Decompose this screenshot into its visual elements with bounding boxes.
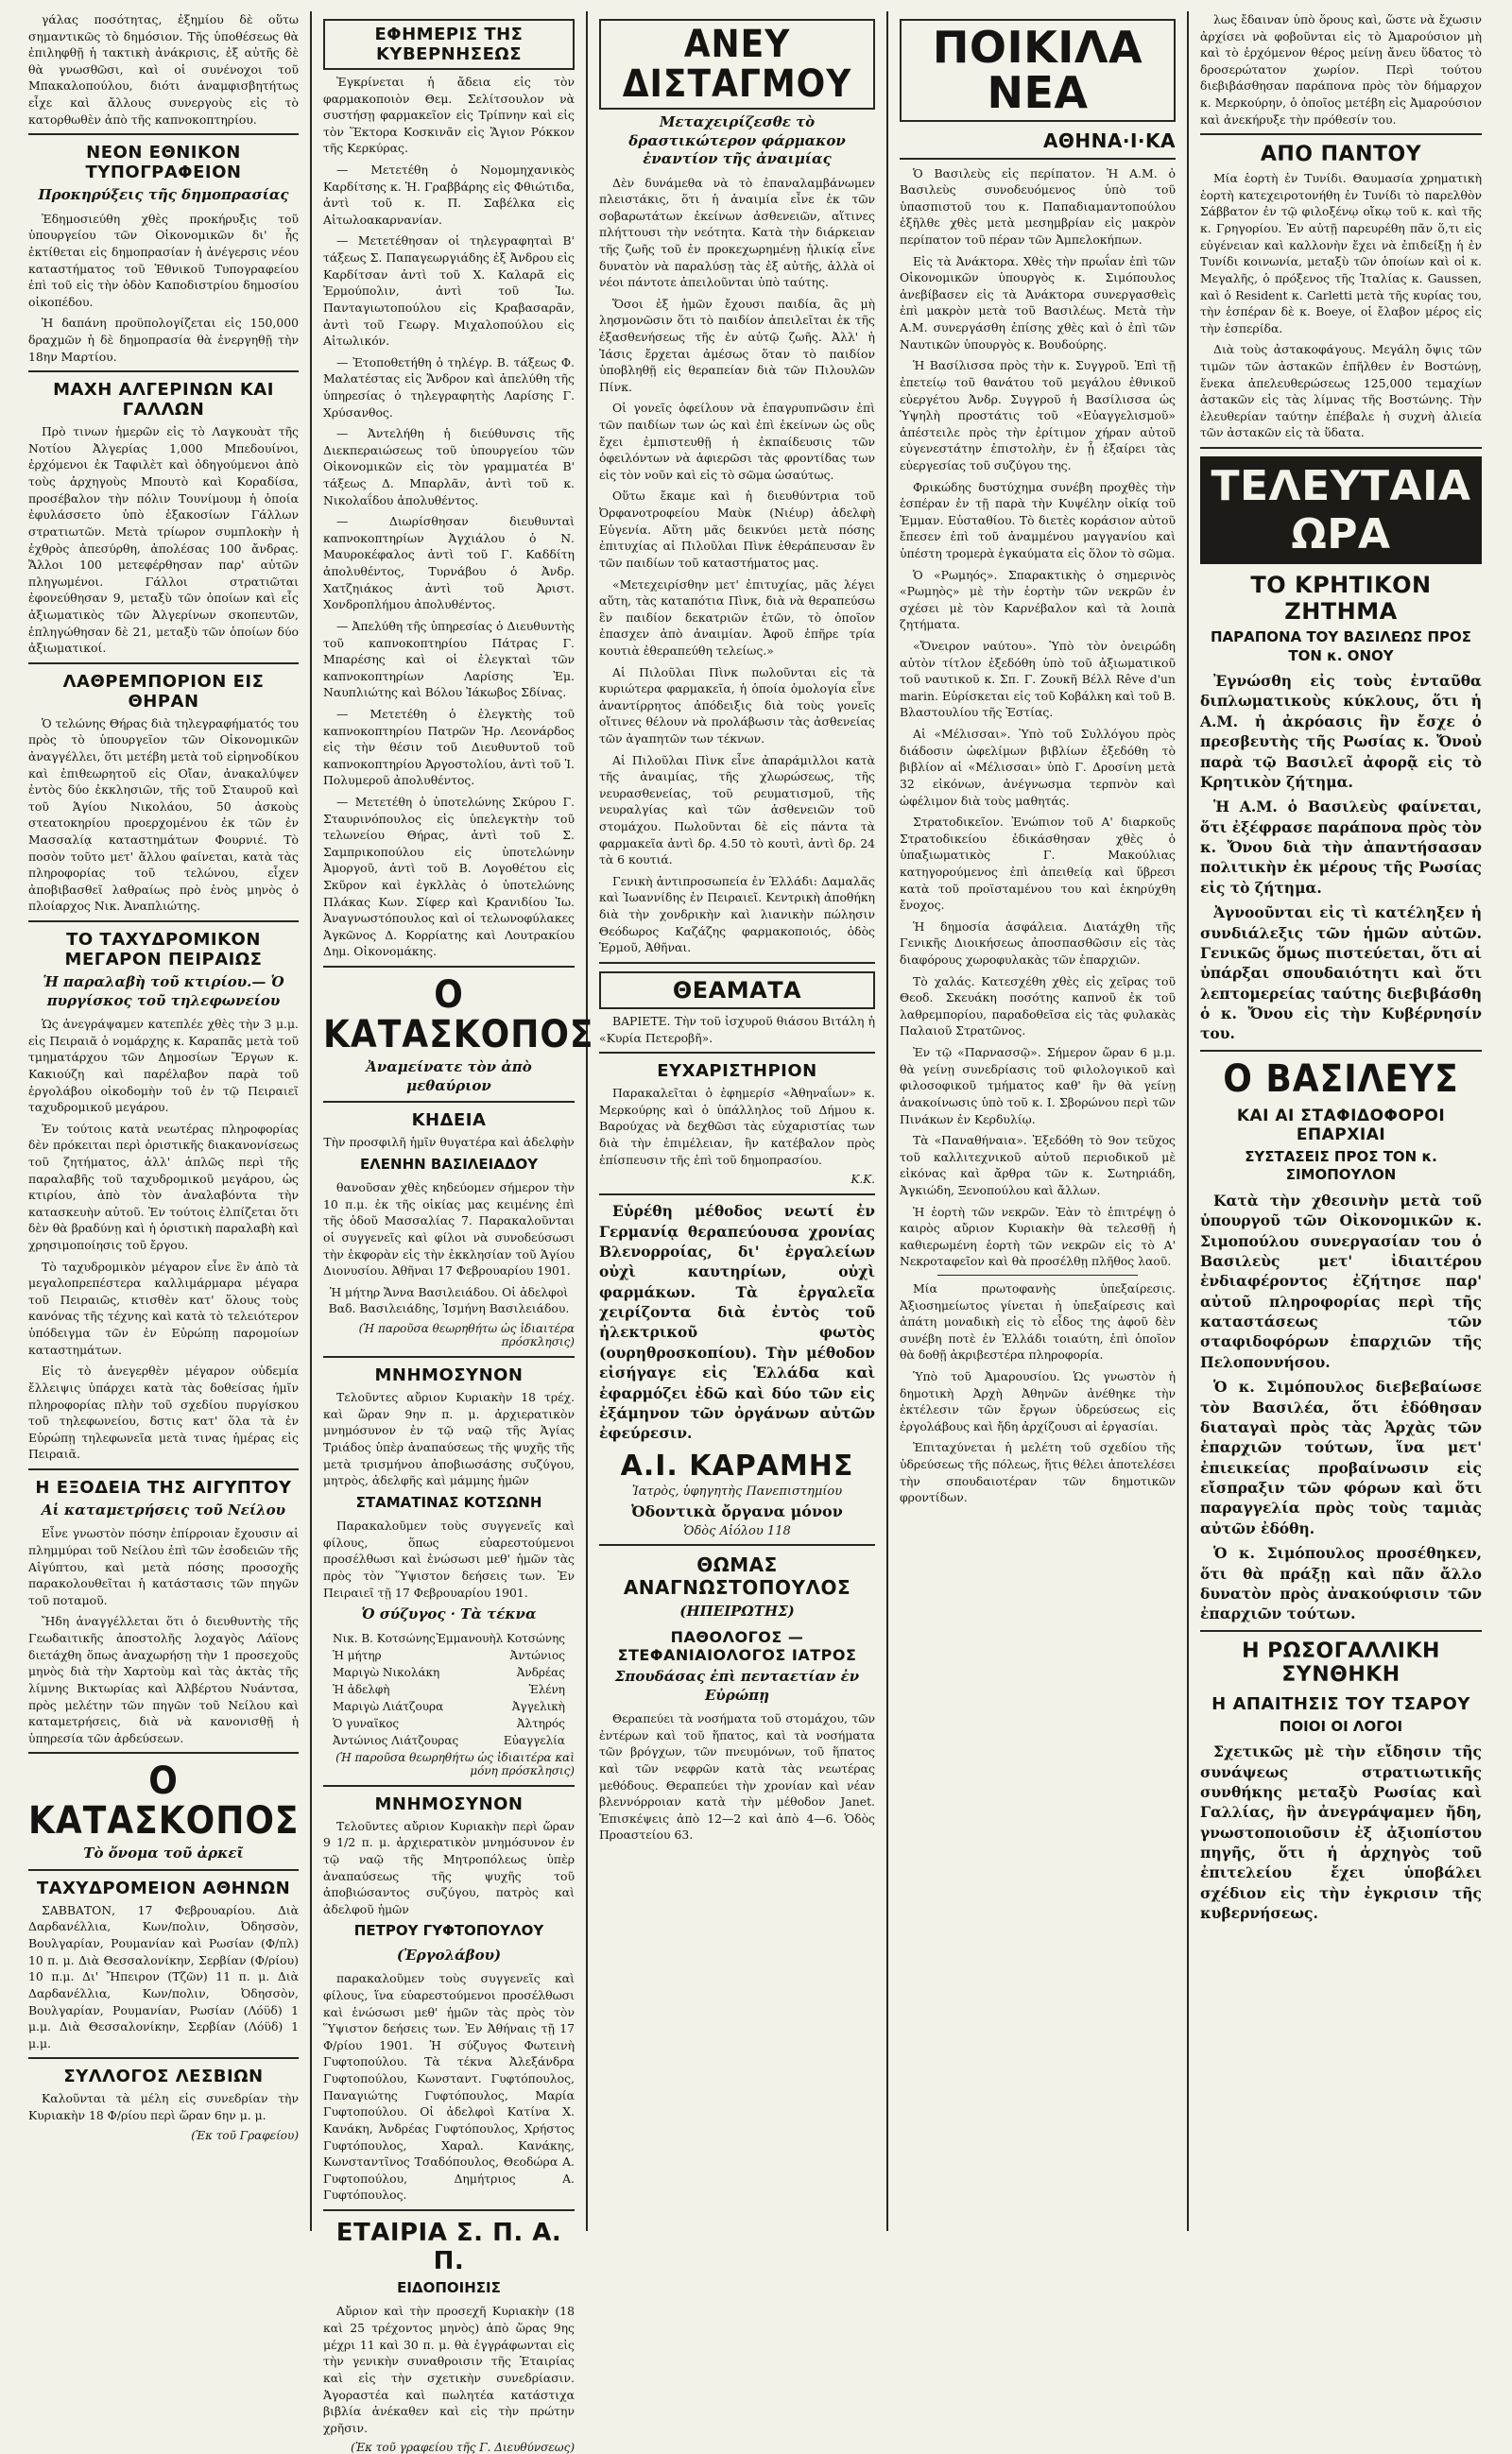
relative-row bbox=[323, 1732, 575, 1749]
article-text: Ἡ Α.Μ. ὁ Βασιλεὺς φαίνεται, ὅτι ἐξέφρασε παράπονα πρὸς τὸν κ. Ὄνου διὰ τὴν ἀπαντήσασαν πολιτικὴν ἐκ μέρους τῆς Ρωσίας εἰς τὸ ζήτημα. bbox=[1200, 798, 1482, 897]
notice-text: παρακαλοῦμεν τοὺς συγγενεῖς καὶ φίλους, ἵνα εὐαρεστούμενοι προσέλθωσι καὶ ἑνώσωσι μεθ' ἡμῶν τὰς πρὸς τὸν Ὕψιστον δεήσεις των. Ἐν Ἀθήναις τῇ 17 Φ/ρίου 1901. Ἡ σύζυγος Φωτεινὴ Γυφτοπούλου. Τὰ τέκνα Ἀλεξάνδρα Γυφτοπούλου, Κωνσταντ. Γυφτόπουλος, Παναγιώτης Γυφτόπουλος, Μαρία Γυφτοπούλου. Οἱ ἀδελφοὶ Κατίνα Χ. Κανάκη, Ἀνδρέας Γυφτόπουλος, Χρήστος Γυφτόπουλος, Χαραλ. Κανάκης, Κωνσταντῖνος Τσαδόπουλος, Θεοδώρα Α. Γυφτοπούλου, Δημήτριος Α. Γυφτόπουλος. bbox=[323, 1971, 575, 2203]
column-5 bbox=[1189, 11, 1493, 2231]
headline-theamata: ΘΕΑΜΑΤΑ bbox=[599, 971, 875, 1009]
headline-stafidofoi: ΚΑΙ ΑΙ ΣΤΑΦΙΔΟΦΟΡΟΙ ΕΠΑΡΧΙΑΙ bbox=[1236, 1106, 1446, 1144]
divider bbox=[28, 920, 299, 922]
headline-tahydromeion-megaron: ΤΟ ΤΑΧΥΔΡΟΜΙΚΟΝ ΜΕΓΑΡΟΝ ΠΕΙΡΑΙΩΣ bbox=[64, 930, 263, 970]
relative-name: Ἀντώνιος Λιάτζουρας bbox=[333, 1733, 459, 1747]
article-text: Ἤδη ἀναγγέλλεται ὅτι ὁ διευθυντὴς τῆς Γεωδαιτικῆς ἀποστολῆς λοχαγὸς Λάϊονς διετάχθη ὅπως ἀναχωρήσῃ τὴν 1 προσεχοῦς μηνὸς διὰ τὴν Χαρτοὺμ καὶ τὰς ἀκτὰς τῆς λίμνης Βικτωρίας καὶ Ἀλβέρτου Νυάντσα, πρὸς μελέτην τῶν πηγῶν τοῦ Νείλου καὶ καταμετρήσεις, διὰ νὰ κανονισθῇ ἡ ὑπηρεσία τῶν ἀρδεύσεων. bbox=[28, 1614, 299, 1745]
news-item: Ἡ Βασίλισσα πρὸς τὴν κ. Συγγροῦ. Ἐπὶ τῇ ἐπετείῳ τοῦ θανάτου τοῦ μεγάλου ἐθνικοῦ εὐεργέτου Ἀνδρ. Συγγροῦ ἡ Βασίλισσα ὡς Ὑψηλὴ προστάτις τοῦ «Εὐαγγελισμοῦ» ἀπέστειλε πρὸς τὴν ἐρίτιμον χήραν αὐτοῦ εὐγενεστάτην ἐπιστολὴν, ἐν ᾗ ἐξαίρει τὰς εὐεργεσίας τοῦ συζύγου της. bbox=[900, 358, 1176, 472]
article-text: Ἀγνοοῦνται εἰς τὶ κατέληξεν ἡ συνδιάλεξις τῶν ἡμῶν αὐτῶν. Γενικῶς ὅμως πιστεύεται, ὅτι αἱ ὑπάρξαι σπουδαιότητι καὶ ὅτι λεπτομερείας ταύτης διεβιβάσθη ὁ κ. Ὄνου εἰς τὴν Κυβέρνησίν του. bbox=[1200, 903, 1482, 1043]
headline-tsarou: Η ΑΠΑΙΤΗΣΙΣ ΤΟΥ ΤΣΑΡΟΥ bbox=[1211, 1693, 1470, 1714]
advertiser-title: Ἰατρὸς, ὑφηγητὴς Πανεπιστημίου bbox=[631, 1484, 843, 1499]
signature: (Ἡ παροῦσα θεωρηθήτω ὡς ἰδιαιτέρα καὶ μόνη πρόσκλησις) bbox=[335, 1750, 575, 1777]
article-text: Παρακαλεῖται ὁ ἐφημερίσ «Ἀθηναΐων» κ. Μερκούρης καὶ ὁ ὑπάλληλος τοῦ Δήμου κ. Βαρούχας νὰ δεχθῶσι τὰς εὐχαριστίας των διὰ τὴν ἐπιμέλειαν, ἣν κατέβαλον πρὸς ἐπίσπευσιν τῆς ἐπὶ τοῦ δημοπρασίου. bbox=[599, 1086, 875, 1167]
article-text: Εἰς τὸ ἀνεγερθὲν μέγαρον οὐδεμία ἔλλειψις ὑπάρχει κατὰ τὰς δοθείσας ἡμῖν πληροφορίας πλὴν τοῦ σχεδίου πυργίσκου τοῦ τηλεφωνείου, δστις κατ' ὅλα τὰ ἐν Εὐρώπῃ τηλεφωνεῖα μετὰ τινας ἡμέρας εἰς Πειραιᾶ. bbox=[28, 1364, 299, 1462]
divider bbox=[599, 1544, 875, 1546]
subheadline: ΕΙΔΟΠΟΙΗΣΙΣ bbox=[397, 2278, 501, 2296]
relative-name: Εὐαγγελία bbox=[503, 1733, 565, 1747]
relative-name: Ὁ γυναῖκος bbox=[333, 1716, 400, 1730]
article-text: — Ἀντελήθη ἡ διεύθυνσις τῆς Διεκπεραιώσεως τοῦ ὑπουργείου τῶν Οἰκονομικῶν εἰς τὸν γραμματέα Β' τάξεως Δ. Μπαρλᾶν, ἀντὶ τοῦ κ. Νικολαΐδου ἀπολυθέντος. bbox=[323, 426, 575, 507]
headline-aneu-distagmou: ΑΝΕΥ ΔΙΣΤΑΓΜΟΥ bbox=[599, 19, 875, 110]
notice-text: Παρακαλοῦμεν τοὺς συγγενεῖς καὶ φίλους, ὅπως εὐαρεστούμενοι προσέλθωσι καὶ ἑνώσωσι μεθ' ἡμῶν τὰς πρὸς τὸν Ὕψιστον δεήσεις των. Ἐν Πειραιεῖ τῇ 17 Φεβρουαρίου 1901. bbox=[323, 1519, 575, 1600]
article-text: Ἡ δαπάνη προϋπολογίζεται εἰς 150,000 δραχμῶν ἡ δὲ δημοπρασία θὰ ἐνεργηθῇ τὴν 18ην Μαρτίου. bbox=[28, 316, 299, 364]
news-item: Εἰς τὰ Ἀνάκτορα. Χθὲς τὴν πρωΐαν ἐπὶ τῶν Οἰκονομικῶν ὑπουργὸς κ. Σιμόπουλος ἀνεβίβασεν εἰς τὰ Ἀνάκτορα συνεργασθεὶς ἐπὶ μακρὸν μετὰ τοῦ Βασιλέως. Μετὰ τὴν Α.Μ. συνεργάσθη ἐπίσης χθὲς καὶ ὁ ἐπὶ τῶν Ναυτικῶν ὑπουργὸς κ. Βουδούρης. bbox=[900, 253, 1176, 352]
divider bbox=[1200, 1050, 1482, 1052]
article-text: Ἐγκρίνεται ἡ ἄδεια εἰς τὸν φαρμακοποιὸν Θεμ. Σελίτσουλον νὰ συστήσῃ φαρμακεῖον εἰς Τρίπνην καὶ εἰς τὸν Ἕκτορα Κοσκινᾶν εἰς Ἅγιον Ρόκκον τῆς Κερκύρας. bbox=[323, 75, 575, 156]
relative-name: Ἀγγελικὴ bbox=[511, 1699, 565, 1713]
news-item: Στρατοδικεῖον. Ἐνώπιον τοῦ Α' διαρκοῦς Στρατοδικείου ἐδικάσθησαν χθὲς ὁ ὑπαξιωματικὸς Γ. Μακούλιας κατηγορούμενος ἐπὶ ἀπειθείᾳ καὶ ὕβρεσι κατὰ τοῦ προϊσταμένου του καὶ ἐκηρύχθη ἔνοχος. bbox=[900, 815, 1176, 913]
subheadline: ΠΑΡΑΠΟΝΑ ΤΟΥ ΒΑΣΙΛΕΩΣ ΠΡΟΣ ΤΟΝ κ. ΟΝΟΥ bbox=[1210, 628, 1471, 664]
divider bbox=[323, 1101, 575, 1103]
divider bbox=[937, 1275, 1138, 1276]
article-text: — Ἀπελύθη τῆς ὑπηρεσίας ὁ Διευθυντὴς τοῦ καπνοκοπτηρίου Πάτρας Γ. Μπαρέσης καὶ οἱ ἐλεγκταὶ τῶν καπνοκοπτηρίων Λαρίσης Ἐμ. Ναυπλιώτης καὶ Βόλου Ἰάκωβος Σδίνας. bbox=[323, 618, 575, 700]
relative-name: Ἀντώνιος bbox=[509, 1648, 565, 1662]
divider bbox=[1200, 1630, 1482, 1632]
headline-apo-pantou: ΑΠΟ ΠΑΝΤΟΥ bbox=[1260, 143, 1422, 167]
article-text: Πρὸ τινων ἡμερῶν εἰς τὸ Λαγκουὰτ τῆς Νοτίου Ἀλγερίας 1,000 Μπεδουίνοι, ἐρχόμενοι ἐκ Ταφιλὲτ καὶ ὁδηγούμενοι ἀπὸ τοὺς ἀρχηγοὺς Μπουτὸ καὶ Κοραδίσα, προσέβαλον τὴν πόλιν Τουνίμουμ ἡ ὁποία ἐφυλάσσετο ὑπὸ ἑξακοσίων Γάλλων στρατιωτῶν. Μετὰ τρίωρον συμπλοκὴν ἡ ἐχθρὸς ἀπεσύρθη, ἀπολέσας 100 ἄνδρας. Ἄλλοι 100 μετεφέρθησαν παρ' αὐτῶν πληγωμένοι. Γάλλοι στρατιῶται ἐφονεύθησαν 9, μεταξὺ τῶν ὁποίων καὶ εἷς ἀξιωματικὸς τῶν Ἀλγερίνων σκοπευτῶν, ἐπληγώθησαν δὲ 21, μεταξὺ τῶν ὁποίων δύο ἀξιωματικοί. bbox=[28, 424, 299, 656]
news-item: Φρικώδης δυστύχημα συνέβη προχθὲς τὴν ἑσπέραν ἐν τῇ παρὰ τὴν Κυψέλην οἰκίᾳ τοῦ Ἐμμαν. Εὐσταθίου. Τὸ διετὲς κοράσιον αὐτοῦ ἔπεσεν ἐπὶ τοῦ ἀναμμένου μαγγανίου καὶ ὑπέστη τρομερὰ ἐγκαύματα εἰς ὅλον τὸ σῶμα. bbox=[900, 479, 1176, 560]
article-text: Ὅσοι ἐξ ἡμῶν ἔχουσι παιδία, ἂς μὴ λησμονῶσιν ὅτι τὸ παιδίον ἀπειλεῖται ἐκ τῆς ἐξασθενήσεως τῆς ἐν αὐτῷ ζωῆς. Ἀλλ' ἡ Ἰάσις ἔρχεται ἀμέσως ὅταν τὸ παιδίον ὑποβληθῇ εἰς θεραπείαν διὰ τῶν Πιλουλῶν Πίνκ. bbox=[599, 296, 875, 394]
article-text: Καλοῦνται τὰ μέλη εἰς συνεδρίαν τὴν Κυριακὴν 18 Φ/ρίου περὶ ὥραν 6ην μ. μ. bbox=[28, 2091, 299, 2122]
article-text: Ὁ τελώνης Θήρας διὰ τηλεγραφήματός του πρὸς τὸ ὑπουργεῖον τῶν Οἰκονομικῶν ἀναγγέλλει, ὅτι μετέβη μετὰ τοῦ εἰρηνοδίκου καὶ ἐπιθεωρητοῦ εἰς Οἴαν, ἀνακαλύψεν ἐντὸς δύο ἐκκλησιῶν, τῆς τοῦ Σταυροῦ καὶ τοῦ Ἁγίου Νικολάου, 50 ἀσκοὺς στεατοκηρίου προερχομένου ἐκ τῶν ἐν Μασσαλίᾳ καταστημάτων Φουρνιέ. Τὸ ποσὸν τοῦτο μετ' ἄλλου φαίνεται, κατὰ τὰς πληροφορίας τοῦ τελώνου, εἶχεν ἀποβιβασθεῖ λαθραίως πρὸ ἐνὸς μηνὸς ὁ πλοίαρχος Νικ. Ἀναπλιώτης. bbox=[28, 715, 299, 914]
news-item: Ἐπιταχύνεται ἡ μελέτη τοῦ σχεδίου τῆς ὑδρεύσεως τῆς πόλεως, ἥτις θέλει ἀποτελέσει τὴν σπουδαιοτέραν τῶν δημοτικῶν φροντίδων. bbox=[900, 1440, 1176, 1505]
divider bbox=[28, 1869, 299, 1871]
subheadline: Προκηρύξεις τῆς δημοπρασίας bbox=[38, 186, 289, 204]
relative-name: Ἐμμανουὴλ Κοτσώνης bbox=[436, 1631, 565, 1645]
article-text: Ὁ κ. Σιμόπουλος προσέθηκεν, ὅτι θὰ πράξῃ καὶ πᾶν ἄλλο δυνατὸν πρὸς ἀνακούφισιν τῶν ἐπαρχιῶν τούτων. bbox=[1200, 1544, 1482, 1623]
news-item: Ἐν τῷ «Παρνασσῷ». Σήμερον ὥραν 6 μ.μ. θὰ γείνῃ συνεδρίασις τοῦ φιλολογικοῦ καὶ φιλοσοφικοῦ τμήματος καθ' ἣν θὰ γείνῃ ἀνακοίνωσις ὑπὸ τοῦ κ. Ι. Σβορώνου περὶ τῶν Πινάκων ἐν Κερδυλίῳ. bbox=[900, 1045, 1176, 1126]
headline-kritikon-zitima: ΤΟ ΚΡΗΤΙΚΟΝ ΖΗΤΗΜΑ bbox=[1250, 572, 1432, 626]
divider bbox=[28, 370, 299, 372]
relative-name: Ἀνδρέας bbox=[516, 1665, 565, 1679]
headline-doctor-title: ΠΑΘΟΛΟΓΟΣ — ΣΤΕΦΑΝΙΑΙΟΛΟΓΟΣ ΙΑΤΡΟΣ bbox=[617, 1628, 857, 1665]
headline-aigyptos: Η ΕΞΟΔΕΙΑ ΤΗΣ ΑΙΓΥΠΤΟΥ bbox=[35, 1477, 292, 1498]
notice-text: θανοῦσαν χθὲς κηδεύομεν σήμερον τὴν 10 π.μ. ἐκ τῆς οἰκίας μας κειμένης ἐπὶ τῆς ὁδοῦ Μασσαλίας 7. Παρακαλοῦνται οἱ συγγενεῖς καὶ φίλοι νὰ συνοδεύσωσι τὴν ἐκφορὰν εἰς τὴν ἐκκλησίαν τοῦ Ἁγίου Διονυσίου. Ἀθῆναι 17 Φεβρουαρίου 1901. bbox=[323, 1180, 575, 1278]
headline-mahi: ΜΑΧΗ ΑΛΓΕΡΙΝΩΝ ΚΑΙ ΓΑΛΛΩΝ bbox=[53, 380, 274, 420]
article-text: «Μετεχειρίσθην μετ' ἐπιτυχίας, μᾶς λέγει αὕτη, τὰς καταπότια Πὶνκ, διὰ νὰ θεραπεύσω ἓν παιδίον δεκατριῶν ἐτῶν, τὸ ὁποῖον ἐπασχεν ἀπὸ ἀναιμίαν. Ἀφοῦ ἐπῆρε τρία κουτιὰ ἐθεραπεύθη τελείως.» bbox=[599, 576, 875, 658]
relative-name: Ἀλτηρός bbox=[516, 1716, 565, 1730]
article-text: — Μετετέθη ὁ Νομομηχανικὸς Καρδίτσης κ. Ἡ. Γραββάρης εἰς Φθιώτιδα, ἀντὶ τοῦ κ. Π. Σαβέλκα εἰς Αἰτωλοακαρνανίαν. bbox=[323, 163, 575, 227]
divider bbox=[599, 1052, 875, 1054]
headline-poikila-nea: ΠΟΙΚΙΛΑ ΝΕΑ bbox=[900, 19, 1176, 122]
article-text: — Διωρίσθησαν διευθυνταὶ καπνοκοπτηρίων Ἀγχιάλου ὁ Ν. Μαυροκέφαλος ἀντὶ τοῦ Γ. Καδδίτη ἀπολυθέντος, Τυρνάβου ὁ Ἀνδρ. Χατζηιάκος ἀντὶ τοῦ Ἀριστ. Χονδροπλήμου ἀπολυθέντος. bbox=[323, 514, 575, 612]
divider bbox=[323, 1356, 575, 1358]
relatives-list bbox=[323, 1630, 575, 1749]
relative-row bbox=[323, 1698, 575, 1715]
notice-text: Τελοῦντες αὔριον Κυριακὴν περὶ ὥραν 9 1/2 π. μ. ἀρχιερατικὸν μνημόσυνον ἐν τῷ ναῷ τῆς Μητροπόλεως ὑπὲρ ἀναπαύσεως τῆς ψυχῆς τοῦ ἀποβιώσαντος συζύγου, πατρὸς καὶ ἀδελφοῦ ἡμῶν bbox=[323, 1818, 575, 1916]
article-text: λως ἔδαιναν ὑπὸ ὅρους καὶ, ὥστε νὰ ἔχωσιν ἀρχίσει νὰ φοβοῦνται εἰς τὸ Ἀμαρούσιον μὴ καὶ τὸ ἐρχόμενον θέρος μείνῃ ἄνευ ὕδατος τὸ δροσερώτατον χωρίον. Περὶ τούτου διεβιβάσθησαν παράπονα πρὸς τὸν δήμαρχον κ. Μερκούρην, ὁ ὁποῖος μετέβη εἰς Ἀμαρούσιον καὶ ἀνεκήρυξε τὴν πρόθεσίν του. bbox=[1200, 12, 1482, 127]
article-text: Κατὰ τὴν χθεσινὴν μετὰ τοῦ ὑπουργοῦ τῶν Οἰκονομικῶν κ. Σιμοπούλου συνεργασίαν του ὁ Βασιλεὺς μετ' ἰδιαιτέρου ἐνδιαφέροντος ἐζήτησε παρ' αὐτοῦ πληροφορίας περὶ τῆς καταστάσεως τῶν σταφιδοφόρων ἐπαρχιῶν τῆς Πελοποννήσου. bbox=[1200, 1191, 1482, 1371]
article-text: Ἐγνώσθη εἰς τοὺς ἐνταῦθα διπλωματικοὺς κύκλους, ὅτι ἡ Α.Μ. ἡ ἀκρόασις ἣν ἔσχε ὁ πρεσβευτὴς τῆς Ρωσίας κ. Ὄνοὐ παρὰ τῷ Βασιλεῖ ἀφορᾷ εἰς τὸ Κρητικὸν ζήτημα. bbox=[1200, 672, 1482, 791]
headline-efimeris: ΕΦΗΜΕΡΙΣ ΤΗΣ ΚΥΒΕΡΝΗΣΕΩΣ bbox=[323, 19, 575, 70]
relative-name: Ἡ μήτηρ bbox=[333, 1648, 382, 1662]
relative-name: Νικ. Β. Κοτσώνης bbox=[333, 1631, 436, 1645]
divider bbox=[1200, 133, 1482, 135]
article-text: Αἱ Πιλοῦλαι Πὶνκ πωλοῦνται εἰς τὰ κυριώτερα φαρμακεῖα, ἡ ὁποία ὁμολογία εἶνε ἀναντίρρητος ἀπόδειξις διὰ τοὺς γονεῖς οἵτινες θέλουν νὰ προλάβωσιν τὰς ἀσθενείας τῶν ἀγαπητῶν των τέκνων. bbox=[599, 664, 875, 746]
article-text: Δὲν δυνάμεθα νὰ τὸ ἐπαναλαμβάνωμεν πλειστάκις, ὅτι ἡ ἀναιμία εἶνε ἐκ τῶν σοβαρωτάτων ἐκείνων ἀσθενειῶν, αἵτινες πλήττουσι τὴν νεότητα. Κατὰ τὴν διάρκειαν τῆς ζωῆς τοῦ ἐν προκεχωρημένῃ ἡλικίᾳ εἶνε δυνατὸν νὰ παραλύσῃ τὰς ἐξ αὐτῆς, ἀλλὰ οἱ νέοι πάντοτε ἀπειλοῦνται ὑπὸ ταύτης. bbox=[599, 175, 875, 290]
relative-name: Μαριγὼ Λιάτζουρα bbox=[333, 1699, 444, 1713]
advertiser-name: Α.Ι. ΚΑΡΑΜΗΣ bbox=[620, 1449, 854, 1483]
article-text: Ὁ κ. Σιμόπουλος διεβεβαίωσε τὸν Βασιλέα, ὅτι ἐδόθησαν διαταγαὶ πρὸς τὰς Ἀρχὰς τῶν ἐπαρχιῶν τούτων, ἵνα μετ' ἐπιεικείας προβαίνωσιν εἰς εἴσπραξιν τῶν φόρων καὶ ὅτι παραγγελία πρὸς τοὺς ταμιὰς αὐτῶν ἐδόθη. bbox=[1200, 1378, 1482, 1537]
news-item: «Ὄνειρον ναύτου». Ὑπὸ τὸν ὀνειρώδη αὐτὸν τίτλον ἐξεδόθη ὑπὸ τοῦ ἀξιωματικοῦ τοῦ ναυτικοῦ κ. Σπ. Γ. Ζουκῆ Βέλλ Rêve d'un marin. Εὑρίσκεται εἰς τοῦ Κοβάλκη καὶ τοῦ Β. Βλαστουλίου τῆς Ἑστίας. bbox=[900, 639, 1176, 720]
subheadline: Μεταχειρίζεσθε τὸ δραστικώτερον φάρμακον ἐναντίον τῆς ἀναιμίας bbox=[628, 113, 846, 167]
article-text: ΣΑΒΒΑΤΟΝ, 17 Φεβρουαρίου. Διὰ Δαρδανέλλια, Κων/πολιν, Ὀδησσὸν, Βουλγαρίαν, Ρουμανίαν καὶ Ρωσίαν (Φ/πλ) 10 π. μ. Διὰ Θεσσαλονίκην, Σερβίαν (Φ/ρίου) 10 π.μ. Δι' Ἤπειρον (Τζῶν) 11 π. μ. Διὰ Δαρδανέλλια, Κων/πολιν, Ὀδησσὸν, Βουλγαρίαν, Ρουμανίαν, Ρωσίαν (Λόϋδ) 1 μ.μ. Διὰ Θεσσαλονίκην, Σερβίαν (Λόϋδ) 1 μ.μ. bbox=[28, 1902, 299, 2051]
headline-kideia: ΚΗΔΕΙΑ bbox=[411, 1110, 487, 1131]
signature: Κ.Κ. bbox=[850, 1173, 875, 1187]
article-text: Εἶνε γνωστὸν πόσην ἐπίρροιαν ἔχουσιν αἱ πλημμύραι τοῦ Νείλου ἐπὶ τῶν ἐσοδειῶν τῆς Αἰγύπτου, καὶ μετὰ πόσης προσοχῆς παρακολουθεῖται ἡ κατάστασις τῶν πηγῶν τοῦ ποταμοῦ. bbox=[28, 1526, 299, 1607]
column-3 bbox=[588, 11, 888, 2231]
article-text: — Ἐτοποθετήθη ὁ τηλέγρ. Β. τάξεως Φ. Μαλατέστας εἰς Ἄνδρον καὶ ἀπελύθη τῆς ὑπηρεσίας ὁ τηλεγραφητὴς Λαρίσης Γ. Χρύσανθος. bbox=[323, 354, 575, 420]
advertiser-line: Ὀδοντικὰ ὄργανα μόνον bbox=[631, 1502, 843, 1520]
subheadline: (ΗΠΕΙΡΩΤΗΣ) bbox=[679, 1602, 795, 1620]
divider bbox=[323, 1785, 575, 1787]
news-item: Αἱ «Μέλισσαι». Ὑπὸ τοῦ Συλλόγου πρὸς διάδοσιν ὠφελίμων βιβλίων ἐξεδόθη τὸ βιβλίον αἱ «Μέλισσαι» ὑπὸ Γ. Δροσίνη μετὰ 32 εἰκόνων, ἀνέγνωσμα τερπνὸν καὶ ὠφέλιμον διὰ τοὺς μαθητάς. bbox=[900, 727, 1176, 808]
subheadline: Ἡ παραλαβὴ τοῦ κτιρίου.— Ὁ πυργίσκος τοῦ τηλεφωνείου bbox=[43, 973, 284, 1009]
article-text: γάλας ποσότητας, ἐξημίου δὲ οὕτω σημαντικῶς τὸ δημόσιον. Τῆς ὑποθέσεως θὰ ἐπιληφθῇ ἡ τακτικὴ ἀνάκρισις, ἐξ αὐτῆς δὲ θὰ γνωσθῶσι, καὶ οἱ συνένοχοι τοῦ Μπακαλοπούλου, διότι ἀναμφισβητήτως εἶχε καὶ ἄλλους συνεργοὺς εἰς τὸ κατορθωθὲν ἀπὸ τῆς καπνοκοπτηρίου. bbox=[28, 12, 299, 127]
headline-mnimosynon: ΜΝΗΜΟΣΥΝΟΝ bbox=[374, 1793, 524, 1814]
news-item: Ἡ δημοσία ἀσφάλεια. Διατάχθη τῆς Γενικῆς Διοικήσεως ἀποσπασθῶσιν εἰς τὰς διαφόρους χωροφυλακὰς τῶν ἐπαρχιῶν. bbox=[900, 918, 1176, 968]
headline-tipografeion: ΝΕΟΝ ΕΘΝΙΚΟΝ ΤΥΠΟΓΡΑΦΕΙΟΝ bbox=[85, 143, 242, 183]
column-4 bbox=[888, 11, 1189, 2231]
news-item: Ὁ «Ρωμηός». Σπαρακτικὴς ὁ σημερινὸς «Ρωμηὸς» μὲ τὴν ἑορτὴν τῶν νεκρῶν ἐν σχέσει μὲ τὸν Καρνέβαλον καὶ τὰ λοιπὰ ζητήματα. bbox=[900, 567, 1176, 632]
headline-tahydromeion-athinon: ΤΑΧΥΔΡΟΜΕΙΟΝ ΑΘΗΝΩΝ bbox=[36, 1878, 291, 1898]
divider bbox=[28, 2057, 299, 2059]
news-item: Τὸ χαλάς. Κατεσχέθη χθὲς εἰς χεῖρας τοῦ Θεοδ. Σκευάκη ποσότης καπνοῦ ἐκ τοῦ λαθρεμπορίου, παραδοθεῖσα εἰς τὰς φυλακὰς Παλαιοῦ Στρατῶνος. bbox=[900, 973, 1176, 1038]
news-item: Ὁ Βασιλεὺς εἰς περίπατον. Ἡ Α.Μ. ὁ Βασιλεὺς συνοδευόμενος ὑπὸ τοῦ ὑπασπιστοῦ του κ. Παπαδιαμαντοπούλου ἐξῆλθε χθὲς μετὰ μεσημβρίαν εἰς μακρὸν περίπατον τοῦ πέραν τῶν Ἀμπελοκήπων. bbox=[900, 165, 1176, 248]
signature: (Ἡ παροῦσα θεωρηθήτω ὡς ἰδιαιτέρα πρόσκλησις) bbox=[358, 1322, 575, 1349]
signature: (Ἐκ τοῦ γραφείου τῆς Γ. Διευθύνσεως) bbox=[351, 2441, 575, 2454]
subheadline: ΣΥΣΤΑΣΕΙΣ ΠΡΟΣ ΤΟΝ κ. ΣΙΜΟΠΟΥΛΟΝ bbox=[1245, 1147, 1437, 1184]
notice-name: ΕΛΕΝΗΝ ΒΑΣΙΛΕΙΑΔΟΥ bbox=[359, 1155, 539, 1173]
article-text: — Μετετέθη ὁ ὑποτελώνης Σκύρου Γ. Σταυρινόπουλος εἰς ὑπελεγκτὴν τοῦ τελωνείου Θήρας, ἀντὶ τοῦ Σ. Σαμπρικοπούλου εἰς ὑποτελώνην Ἀμοργοῦ, ἀντὶ τοῦ Β. Λογοθέτου εἰς Σκῦρον καὶ ἐγκλλὰς ὁ ὑποτελώνης Πλάκας Κων. Σίφερ καὶ Κρανιδίου Ἰω. Ἀναγνωστόπουλος καὶ οἱ τελωνοφύλακες Ἀγκῶνος Δ. Κορρίατης καὶ Λουτρακίου Δημ. Οἰκονομάκης. bbox=[323, 794, 575, 959]
relatives-title: Ὁ σύζυγος · Τὰ τέκνα bbox=[361, 1605, 537, 1623]
article-text: Μία ἑορτὴ ἐν Τυνίδι. Θαυμασία χρηματικὴ ἑορτὴ κατεχειροτονήθη ἐν Τυνίδι τὸ παρελθὸν Σάββατον ἐν τῷ φιλοξένῳ οἴκῳ τοῦ κ. καὶ τῆς κ. Γρηγορίου. Ἐν αὐτῇ παρευρέθη πᾶν ὅ,τι εἰς εὐγένειαν καὶ καλλονὴν ἔχει νὰ ἐπιδείξῃ ἡ ἐν Τυνίδι κοινωνία, μεταξὺ τῶν ὁποίων καὶ οἱ κ. Μεγαλῆς, ὁ πρόξενος τῆς Ἰταλίας κ. Gaussen, καὶ ὁ Resident κ. Carletti μετὰ τῆς κυρίας του, τὴν ἑσπέραν δὲ κ. Boeye, οἱ ἔλαβον μέρος εἰς τὴν ἑσπερίδα. bbox=[1200, 171, 1482, 335]
subheadline-athinaika: ΑΘΗΝΑ·Ι·ΚΑ bbox=[1042, 129, 1176, 152]
divider bbox=[900, 158, 1176, 160]
headline-kataskopos: Ο ΚΑΤΑΣΚΟΠΟΣ bbox=[323, 973, 594, 1057]
article-text: Ἐδημοσιεύθη χθὲς προκήρυξις τοῦ ὑπουργείου τῶν Οἰκονομικῶν δι' ἧς ἐκτίθεται εἰς δημοπρασίαν ἡ ἀνέγερσις νέου καταστήματος τοῦ Ἐθνικοῦ Τυπογραφείου ἐπὶ τοῦ εἰς τὴν ὁδὸν Καποδιστρίου δημοσίου οἰκοπέδου. bbox=[28, 211, 299, 309]
headline-mnimosynon: ΜΝΗΜΟΣΥΝΟΝ bbox=[374, 1365, 524, 1386]
headline-kataskopos: Ο ΚΑΤΑΣΚΟΠΟΣ bbox=[28, 1759, 300, 1844]
divider bbox=[323, 2209, 575, 2211]
subheadline: ΠΟΙΟΙ ΟΙ ΛΟΓΟΙ bbox=[1279, 1717, 1403, 1735]
article-text: — Μετετέθησαν οἱ τηλεγραφηταὶ Β' τάξεως Σ. Παπαγεωργιάδης ἐξ Ἀνδρου εἰς Καρδίτσαν ἀντὶ τοῦ Χ. Καλαρᾶ εἰς Ἐρμούπολιν, ἀντὶ τοῦ Ἰω. Πανταγιωτοπούλου εἰς Κραβασαρᾶν, ἀντὶ τοῦ Γεωργ. Μιχαλοπούλου εἰς Αἰτωλικόν. bbox=[323, 233, 575, 349]
divider bbox=[323, 966, 575, 968]
subheadline: Ἀναμείνατε τὸν ἀπὸ μεθαύριον bbox=[366, 1058, 532, 1094]
article-text: ΒΑΡΙΕΤΕ. Τὴν τοῦ ἰσχυροῦ θιάσου Βιτάλη ἡ «Κυρία Πετεροβῆ». bbox=[599, 1013, 875, 1045]
headline-eucharistirion: ΕΥΧΑΡΙΣΤΗΡΙΟΝ bbox=[657, 1061, 817, 1082]
article-text: Ἐν τούτοις κατὰ νεωτέρας πληροφορίας δὲν πρόκειται περὶ ὁριστικῆς διακανονίσεως τοῦ ζητήματος, ἀλλ' ἁπλῶς περὶ τῆς παραλαβῆς τοῦ ταχυδρομικοῦ μεγάρου, ὡς κτιρίου, ἀπὸ τὸν ἀναλαβόντα τὴν κατασκευὴν αὐτοῦ. Ἐν τούτοις ἐλπίζεται ὅτι δὲν θὰ βραδύνῃ καὶ ἡ ὁριστικὴ παραλαβὴ καὶ χρησιμοποίησις τοῦ ἔργου. bbox=[28, 1121, 299, 1253]
divider bbox=[599, 962, 875, 964]
article-text: — Μετετέθη ὁ ἐλεγκτὴς τοῦ καπνοκοπτηρίου Πατρῶν Ἡρ. Λεονάρδος εἰς τὴν θέσιν τοῦ Διευθυντοῦ τοῦ καπνοκοπτηρίου Ἀργοστολίου, ἀντὶ τοῦ Ἰ. Πολυμεροῦ ἀπολυθέντος. bbox=[323, 706, 575, 788]
divider bbox=[28, 1752, 299, 1754]
relative-row bbox=[323, 1647, 575, 1664]
notice-text: Ἡ μήτηρ Ἄννα Βασιλειάδου. Οἱ ἀδελφοὶ Βαδ. Βασιλειάδης, Ἰσμήνη Βασιλειάδου. bbox=[328, 1284, 570, 1316]
headline-doctor-name: ΘΩΜΑΣ ΑΝΑΓΝΩΣΤΟΠΟΥΛΟΣ bbox=[623, 1553, 851, 1599]
subheadline: Τὸ ὄνομα τοῦ ἀρκεῖ bbox=[83, 1845, 244, 1862]
article-text: Διὰ τοὺς ἀστακοφάγους. Μεγάλη ὄψις τῶν τιμῶν τῶν ἀστακῶν ἐπῆλθεν ἐν Βοστώνῃ, ἕνεκα ἀπελευθερώσεως 125,000 τεμαχίων ἀστακῶν εἰς τὰς λίμνας τῆς Βοστώνης. Τὴν ἐλευθερίαν ταύτην ἐπέβαλε ἡ συχνὴ ἀλιεία τῶν ἀστακῶν εἰς τὰ ὕδατα. bbox=[1200, 342, 1482, 440]
column-1 bbox=[17, 11, 312, 2231]
notice-subtitle: (Ἐργολάβου) bbox=[396, 1946, 502, 1964]
headline-syllogos: ΣΥΛΛΟΓΟΣ ΛΕΣΒΙΩΝ bbox=[63, 2067, 264, 2087]
news-item: Ἡ ἑορτὴ τῶν νεκρῶν. Ἐὰν τὸ ἐπιτρέψῃ ὁ καιρὸς αὔριον Κυριακὴν θὰ τελεσθῇ ἡ καθιερωμένη ἑορτὴ τῶν νεκρῶν εἰς τὸ Α' Νεκροταφεῖον καὶ θὰ προσέλθῃ πλῆθος λαοῦ. bbox=[900, 1204, 1176, 1269]
article-text: Οἱ γονεῖς ὀφείλουν νὰ ἐπαγρυπνῶσιν ἐπὶ τῶν παιδίων των ὡς καὶ ἐπὶ ἐκείνων ὡς οὓς ἔχει ἐμπιστευθῇ ἡ ἐκπαίδευσις τῶν ὀφειλόντων νὰ ἀφιερῶσι τὰς φροντίδας των εἰς τὸν νοῦν καὶ εἰς τὸ σῶμα ὡσαύτως. bbox=[599, 401, 875, 482]
column-2 bbox=[312, 11, 594, 2454]
article-text: Σχετικῶς μὲ τὴν εἴδησιν τῆς συνάψεως στρατιωτικῆς συνθήκης μεταξὺ Ρωσίας καὶ Γαλλίας, ἣν ἀνεγράψαμεν ἤδη, γνωστοποιοῦσιν ἐξ ἀξιοπίστου πηγῆς, ὅτι ἡ ἀρχηγὸς τοῦ ἐπιτελείου ἔχει ὑποβάλει σχέδιον εἰς τὴν ἐγκρισιν τῆς κυβερνήσεως. bbox=[1200, 1742, 1482, 1923]
headline-lathremporion: ΛΑΘΡΕΜΠΟΡΙΟΝ ΕΙΣ ΘΗΡΑΝ bbox=[62, 671, 265, 712]
headline-etairia: ΕΤΑΙΡΙΑ Σ. Π. Α. Π. bbox=[335, 2218, 562, 2275]
headline-vasileus: Ο ΒΑΣΙΛΕΥΣ bbox=[1223, 1056, 1459, 1101]
relative-row bbox=[323, 1630, 575, 1647]
signature: (Ἐκ τοῦ Γραφείου) bbox=[191, 2128, 299, 2142]
headline-rosogalliki: Η ΡΩΣΟΓΑΛΛΙΚΗ ΣΥΝΘΗΚΗ bbox=[1242, 1639, 1440, 1687]
divider bbox=[1200, 447, 1482, 449]
news-item: Τὰ «Παναθήναια». Ἐξεδόθη τὸ 9ον τεῦχος τοῦ καλλιτεχνικοῦ αὐτοῦ περιοδικοῦ μὲ εἰκόνας καὶ ἄρθρα τῶν κ. Σωτηριάδη, Ἀγκιώδη, Ξενοπούλου καὶ ἄλλων. bbox=[900, 1133, 1176, 1197]
news-item: Ὑπὸ τοῦ Ἀμαρουσίου. Ὡς γνωστὸν ἡ δημοτικὴ Ἀρχὴ Ἀθηνῶν ἀνέθηκε τὴν ἐκτέλεσιν τῶν ἔργων ὑδρεύσεως εἰς ἐργολάβους καὶ ἤδη ἀρχίζουσι αἱ ἐργασίαι. bbox=[900, 1369, 1176, 1433]
article-text: Αἱ Πιλοῦλαι Πὶνκ εἶνε ἀπαράμιλλοι κατὰ τῆς ἀναιμίας, τῆς χλωρώσεως, τῆς νευρασθενείας, τοῦ ρευματισμοῦ, τῆς νευραλγίας καὶ τῶν ἀσθενειῶν τοῦ στομάχου. Πωλοῦνται δὲ εἰς πάντα τὰ φαρμακεῖα ἀντὶ δρ. 4.50 τὸ κουτὶ, ἀντὶ δρ. 24 τὰ 6 κουτιά. bbox=[599, 752, 875, 867]
notice-text: Αὔριον καὶ τὴν προσεχῆ Κυριακὴν (18 καὶ 25 τρέχοντος μηνὸς) ἀπὸ ὥρας 9ης μέχρι 11 καὶ 30 π. μ. θὰ ἐγγράφωνται εἰς τὴν γενικὴν συναθροισιν τῆς Ἑταιρίας καὶ εἰς τὴν σχετικὴν συνεδρίασιν. Ἀγοραστέα καὶ πωλητέα κατάστιχα βιβλία ἀνέκαθεν καὶ εἰς τὴν πρώτην χρῆσιν. bbox=[323, 2304, 575, 2435]
relative-name: Ἡ ἀδελφὴ bbox=[333, 1682, 390, 1696]
advertiser-address: Ὁδὸς Αἰόλου 118 bbox=[683, 1523, 791, 1538]
article-text: Τὸ ταχυδρομικὸν μέγαρον εἶνε ἓν ἀπὸ τὰ μεγαλοπρεπέστερα καλλιμάρμαρα μέγαρα τοῦ Πειραιῶς, κτισθὲν κατ' ὅλους τοὺς κανόνας τῆς τέχνης καὶ κατὰ τὸ τελειότερον ὑπόδειγμα τῶν ἐν Εὐρώπῃ παρομοίων καταστημάτων. bbox=[28, 1259, 299, 1357]
divider bbox=[599, 1193, 875, 1195]
headline-teleutaia-ora: ΤΕΛΕΥΤΑΙΑ ΩΡΑ bbox=[1200, 456, 1482, 564]
advertisement-text: Εὑρέθη μέθοδος νεωτί ἐν Γερμανίᾳ θεραπεύουσα χρονίας Βλενορροίας, δι' ἐργαλείων οὐχὶ καυτηρίων, οὐχὶ φαρμάκων. Τὰ ἐργαλεῖα χειρίζοντα διὰ ἐντὸς τοῦ ἠλεκτρικοῦ φωτὸς (ουρηθροσκοπίου). Τὴν μέθοδον εἰσήγαγε εἰς Ἑλλάδα καὶ ἐφαρμόζει ἐδῶ καὶ δύο τῶν εἰς ἐξάμηνον τῶν ὀργάνων αὐτῶν ἐφεύρεσιν. bbox=[599, 1202, 875, 1443]
relative-row bbox=[323, 1715, 575, 1732]
divider bbox=[28, 133, 299, 135]
article-text: Ὡς ἀνεγράψαμεν κατεπλέε χθὲς τὴν 3 μ.μ. εἰς Πειραιᾶ ὁ νομάρχης κ. Καραπᾶς μετὰ τοῦ τμηματάρχου τῶν Δημοσίων Ἔργων κ. Κακιούζη καὶ παρέλαβον παρὰ τοῦ ἐργολάβου οἰκοδομὴν τοῦ ἐν τῷ Πειραιεῖ ταχυδρομικοῦ μεγάρου. bbox=[28, 1017, 299, 1115]
relative-row bbox=[323, 1664, 575, 1681]
divider bbox=[28, 662, 299, 664]
subheadline: Αἱ καταμετρήσεις τοῦ Νείλου bbox=[41, 1501, 286, 1519]
notice-text: Τελοῦντες αὔριον Κυριακὴν 18 τρέχ. καὶ ὥραν 9ην π. μ. ἀρχιερατικὸν μνημόσυνον ἐν τῷ ναῷ τῆς Ἁγίας Τριάδος ὑπὲρ ἀναπαύσεως τῆς ψυχῆς τῆς μετὰ τρισμήνου ἀποβιωσάσης συζύγου, μητρὸς, ἀδελφῆς καὶ μάμμης ἡμῶν bbox=[323, 1390, 575, 1488]
article-text: Γενικὴ ἀντιπροσωπεία ἐν Ἑλλάδι: Δαμαλᾶς καὶ Ἰωαννίδης ἐν Πειραιεῖ. Κεντρικὴ ἀποθήκη διὰ τὴν χονδρικὴν καὶ λιανικὴν πώλησιν Θεόδωρος Καζάζης φαρμακοποιός, ὁδὸς Ἑρμοῦ, Ἀθῆναι. bbox=[599, 873, 875, 955]
advertisement-text: Θεραπεύει τὰ νοσήματα τοῦ στομάχου, τῶν ἐντέρων καὶ τοῦ ἥπατος, καὶ τὰ νοσήματα τῶν βρόγχων, τῶν πνευμόνων, τοῦ ἥπατος καὶ τῶν νεφρῶν κατὰ τὰς νεωτέρας μεθόδους. Θεραπεύει τὴν χρονίαν καὶ νέαν βλεννόρροιαν κατὰ τὴν μέθοδον Janet. Ἐπισκέψεις ἀπὸ 12—2 καὶ ἀπὸ 4—6. Ὁδὸς Προαστείου 63. bbox=[599, 1711, 875, 1843]
notice-name: ΠΕΤΡΟΥ ΓΥΦΤΟΠΟΥΛΟΥ bbox=[353, 1922, 544, 1940]
news-item: Μία πρωτοφανὴς ὑπεξαίρεσις. Ἀξιοσημείωτος γίνεται ἡ ὑπεξαίρεσις καὶ ἀπάτη μοναδικὴ εἰς τὸ εἶδος της ἀφοῦ δὲν συνέβη ποτὲ ἐν Ἑλλάδι τοιαύτη, ἐπὶ ὁποῖον θὰ δοθῇ ἀκριβεστέρα πληροφορία. bbox=[900, 1280, 1176, 1363]
divider bbox=[28, 1468, 299, 1470]
notice-text: Τὴν προσφιλῆ ἡμῖν θυγατέρα καὶ ἀδελφὴν bbox=[323, 1135, 575, 1150]
relative-row bbox=[323, 1681, 575, 1698]
article-text: Οὕτω ἔκαμε καὶ ἡ διευθύντρια τοῦ Ὀρφανοτροφείου Μαὺκ (Νιέυρ) ἀδελφὴ Εὐγενία. Αὕτη μᾶς δεικνύει μετὰ πόσης ἐπιτυχίας αἱ Πιλοῦλαι Πὶνκ ἐθεράπευσαν ἓν τῶν παιδίων τοῦ καταστήματος μας. bbox=[599, 489, 875, 570]
notice-name: ΣΤΑΜΑΤΙΝΑΣ ΚΟΤΣΩΝΗ bbox=[355, 1493, 542, 1511]
subheadline: Σπουδάσας ἐπὶ πενταετίαν ἐν Εὐρώπῃ bbox=[614, 1668, 860, 1704]
relative-name: Μαριγὼ Νικολάκη bbox=[333, 1665, 440, 1679]
relative-name: Ἑλένη bbox=[528, 1682, 565, 1696]
